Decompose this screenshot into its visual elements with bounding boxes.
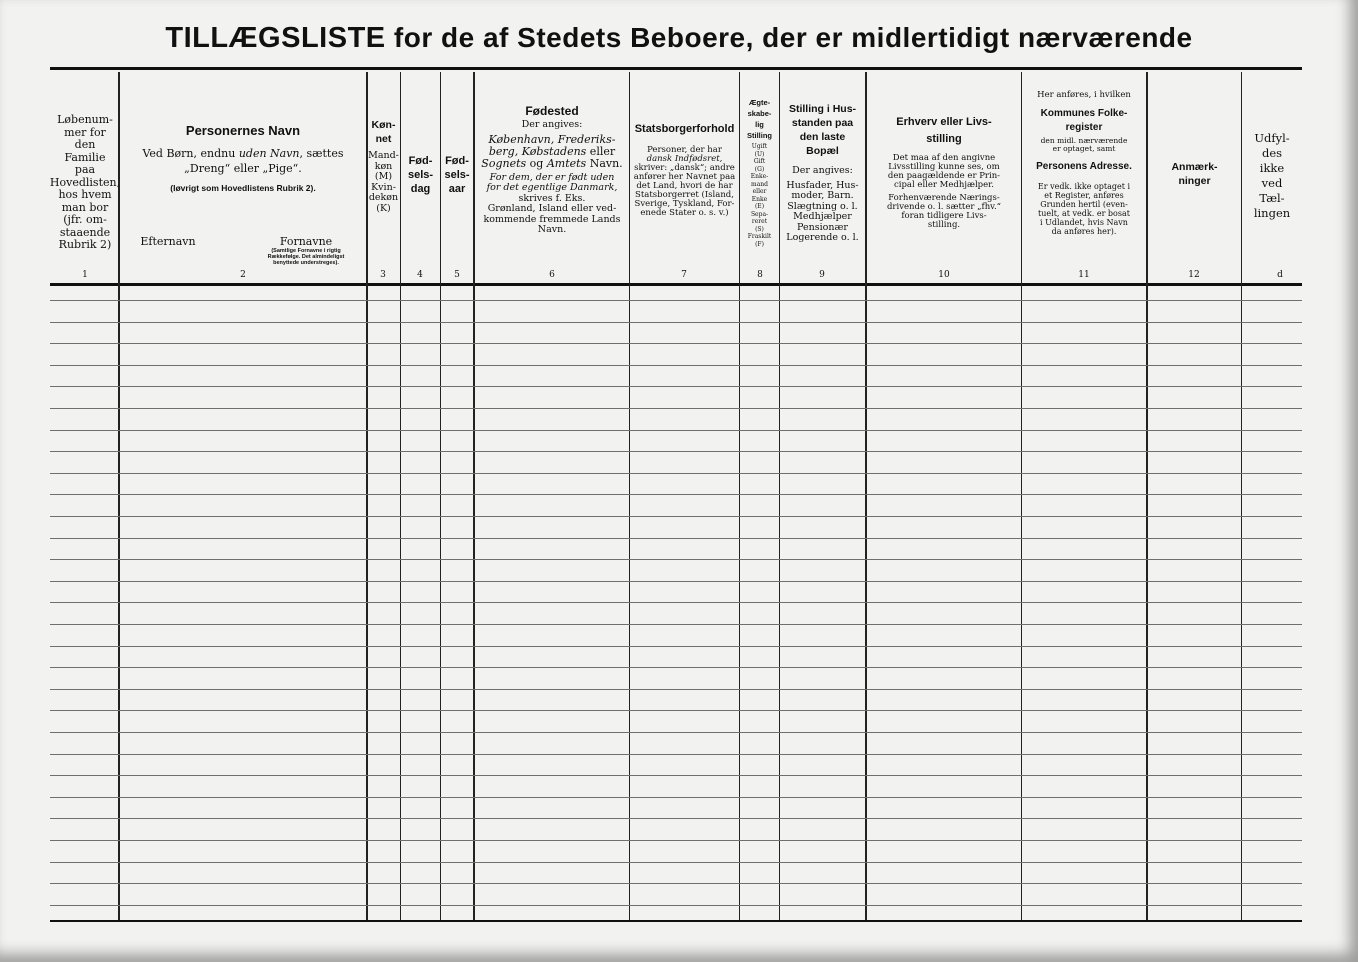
col6-p3: skrives f. Eks. (518, 192, 586, 204)
col10-line: stilling (926, 133, 962, 145)
col4-line: dag (410, 183, 431, 195)
col8-small: (F) (755, 240, 764, 248)
col11-b1: Kommunes Folke- (1040, 107, 1128, 119)
col10-small: stilling. (927, 220, 961, 230)
col5-line: aar (448, 183, 466, 195)
col11-small: tuelt, at vedk. er bosat (1038, 208, 1130, 218)
col3-heading2: net (375, 133, 392, 145)
ruled-row-line (50, 451, 1302, 452)
col7-line: Sverige, Tyskland, For- (634, 199, 735, 209)
col-number-2: 2 (240, 270, 246, 280)
col10-small: drivende o. l. sætter „fhv.“ (886, 202, 1002, 212)
col6-italic1: København, Frederiks- (488, 132, 616, 146)
col5-line: sels- (444, 169, 470, 181)
col12-line: ninger (1178, 175, 1211, 187)
col1-line: mer for den (64, 125, 106, 151)
col6-p5: kommende fremmede Lands (483, 213, 621, 225)
ruled-row-line (50, 732, 1302, 733)
ruled-row-line (50, 818, 1302, 819)
title-main: TILLÆGSLISTE (165, 22, 386, 54)
col3-line: Mand- (368, 150, 399, 161)
col-number-4: 4 (417, 270, 423, 280)
col11-small: Er vedk. ikke optaget i (1037, 181, 1131, 191)
col1-line: hos hvem (58, 188, 112, 201)
col6-italic3: Sognets (481, 156, 527, 170)
col9-line: Bopæl (806, 145, 839, 157)
col2-firstname-note: (Samtlige Fornavne i rigtig Rækkefølge. Det almindeligst benyttede understreges). (267, 248, 345, 266)
col3-line: (K) (376, 202, 391, 214)
col9-line: den laste (799, 131, 846, 143)
col7-line: Personer, der har (647, 145, 722, 155)
bottom-rule (50, 920, 1302, 922)
ruled-row-line (50, 494, 1302, 495)
cold-line: ved (1261, 176, 1283, 190)
ruled-row-line (50, 430, 1302, 431)
ruled-row-line (50, 300, 1302, 301)
ruled-row-line (50, 905, 1302, 906)
col-number-7: 7 (681, 270, 687, 280)
cold-line: des (1261, 146, 1283, 160)
col3-line: dekøn (368, 192, 399, 203)
col8-line: Stilling (747, 131, 772, 140)
col-number-10: 10 (938, 270, 950, 280)
col-number-9: 9 (819, 270, 825, 280)
cold-line: Tæl- (1259, 191, 1285, 205)
col9-small: Slægtning o. l. (787, 200, 858, 212)
col10-small: cipal eller Medhjælper. (894, 180, 994, 190)
col-number-3: 3 (380, 270, 386, 280)
col10-line: Erhverv eller Livs- (896, 116, 992, 128)
header-col-2 (122, 124, 364, 194)
title-rest: for de af Stedets Beboere, der er midlertidigt nærværende (385, 22, 1193, 53)
col10-small: Det maa af den angivne (892, 153, 996, 163)
header-col-1 (49, 113, 121, 252)
col8-small: (S) (755, 225, 764, 233)
col-number-1: 1 (82, 270, 88, 280)
col8-small: Sepa- (750, 210, 769, 218)
col5-line: Fød- (445, 155, 469, 167)
ruled-row-line (50, 689, 1302, 690)
col1-line: Rubrik 2) (58, 238, 112, 251)
col8-small: Enke (751, 195, 768, 203)
col3-heading1: Køn- (371, 119, 396, 131)
col6-line3 (481, 158, 622, 170)
col6-italic2: berg, Købstadens (488, 144, 587, 158)
col9-small: Husfader, Hus- (786, 179, 859, 191)
col-number-5: 5 (454, 270, 460, 280)
col4-line: sels- (407, 169, 434, 181)
col9-sub: Der angives: (792, 165, 853, 176)
header-col-10 (867, 114, 1021, 230)
col-divider (118, 72, 120, 920)
col-number-11: 11 (1078, 270, 1090, 280)
cold-line: Udfyl- (1254, 131, 1290, 145)
col-number-12: 12 (1188, 270, 1200, 280)
col4-line: Fød- (408, 155, 433, 167)
col1-line: (jfr. om- (63, 213, 107, 226)
ruled-row-line (50, 322, 1302, 323)
col3-line: (M) (374, 171, 393, 182)
col9-small: Pensionær (797, 221, 848, 233)
col2-line1a: Ved Børn, endnu (142, 147, 239, 160)
ruled-row-line (50, 408, 1302, 409)
header-col-3 (367, 118, 400, 214)
col3-line: Kvin- (371, 181, 396, 193)
header-col-11 (1022, 90, 1146, 236)
ruled-row-line (50, 710, 1302, 711)
ruled-row-line (50, 775, 1302, 776)
col6-p6: Navn. (537, 224, 567, 235)
col6-line3b: og (526, 156, 547, 170)
ruled-row-line (50, 516, 1302, 517)
col11-top: Her anføres, i hvilken (1037, 90, 1131, 100)
col2-line1c: , sættes (299, 147, 344, 160)
col1-line: staaende (59, 225, 111, 239)
col8-small: eller (752, 188, 767, 195)
ruled-row-line (50, 559, 1302, 560)
col10-small: den paagældende er Prin- (887, 171, 1001, 181)
col11-b2: register (1065, 121, 1103, 133)
ruled-row-line (50, 862, 1302, 863)
header-col-8 (740, 97, 779, 248)
col9-line: Stilling i Hus- (788, 103, 857, 115)
col11-s2: er optaget, samt (1052, 144, 1116, 153)
col11-small: Grunden hertil (even- (1040, 199, 1128, 209)
col2-firstname-text: Fornavne (279, 235, 333, 248)
ruled-row-line (50, 365, 1302, 366)
ruled-row-line (50, 667, 1302, 668)
header-col-d (1242, 131, 1302, 221)
col-divider (400, 72, 401, 920)
col6-sub: Der angives: (521, 119, 583, 130)
col2-note: (Iøvrigt som Hovedlistens Rubrik 2). (170, 183, 316, 193)
col8-line: Ægte- (748, 98, 771, 107)
col9-small: Logerende o. l. (786, 232, 859, 243)
page-title (0, 22, 1358, 55)
col10-small: Livsstilling kunne ses, om (888, 162, 1000, 172)
col6-italic4: Amtets (546, 156, 587, 170)
col3-line: køn (374, 160, 393, 172)
col11-small: i Udlandet, hvis Navn (1040, 217, 1128, 227)
col11-small: da anføres her). (1051, 226, 1117, 236)
col8-small: Ugift (751, 143, 768, 150)
col1-line: Familie paa (64, 150, 106, 176)
ruled-row-line (50, 386, 1302, 387)
col2-surname-label (128, 236, 208, 248)
col6-line3d: Navn. (586, 156, 623, 170)
col7-line: Statsborgerret (Island, (635, 190, 734, 200)
col8-small: mand (751, 180, 768, 188)
col8-small: Enke- (750, 173, 769, 180)
header-col-4 (401, 154, 440, 196)
cold-line: lingen (1253, 206, 1291, 220)
col2-line1 (142, 146, 343, 162)
col9-small: Medhjælper (793, 211, 852, 222)
col11-s1: den midl. nærværende (1040, 135, 1128, 145)
ruled-row-line (50, 883, 1302, 884)
col9-small: moder, Barn. (791, 190, 854, 201)
col6-heading: Fødested (525, 104, 579, 118)
col1-line: man bor (61, 200, 109, 214)
header-rule (50, 283, 1302, 286)
col8-small: (E) (754, 203, 765, 210)
col2-firstname-label (246, 236, 366, 266)
ruled-row-line (50, 581, 1302, 582)
header-col-7 (630, 122, 739, 218)
col1-line: Hovedlisten, (49, 175, 121, 189)
ruled-row-line (50, 646, 1302, 647)
col7-line: anfører her Navnet paa (633, 172, 736, 182)
ruled-row-line (50, 840, 1302, 841)
col11-small: et Register, anføres (1044, 190, 1124, 200)
header-col-9 (780, 102, 865, 244)
header-col-6 (475, 104, 629, 236)
col8-small: Gift (753, 158, 766, 165)
col8-small: (G) (754, 165, 765, 173)
ruled-row-line (50, 624, 1302, 625)
ruled-row-line (50, 754, 1302, 755)
cold-line: ikke (1259, 161, 1285, 175)
ruled-row-line (50, 602, 1302, 603)
col10-small: Forhenværende Nærings- (888, 193, 1000, 203)
col6-p2: for det egentlige Danmark, (486, 182, 618, 193)
col8-line: skabe- (747, 109, 772, 118)
col-divider (1146, 72, 1148, 920)
col2-line1b: uden Navn (238, 147, 300, 160)
ruled-row-line (50, 473, 1302, 474)
col12-line: Anmærk- (1171, 161, 1218, 173)
col7-heading: Statsborgerforhold (634, 123, 735, 135)
col1-line: Løbenum- (57, 113, 113, 126)
col2-line2: „Dreng“ eller „Pige“. (184, 162, 302, 175)
col-number-8: 8 (757, 270, 763, 280)
col8-line: lig (755, 120, 764, 129)
col7-line: det Land, hvori de har (636, 181, 733, 191)
col7-line: skriver: „dansk“; andre (634, 163, 735, 173)
col-number-d: d (1277, 270, 1283, 280)
col7-line: dansk Indfødsret, (646, 154, 723, 164)
col-number-6: 6 (549, 270, 555, 280)
ruled-row-line (50, 538, 1302, 539)
col6-p4: Grønland, Island eller ved- (487, 203, 617, 214)
col8-small: reret (751, 218, 768, 225)
col2-heading: Personernes Navn (185, 123, 301, 138)
col6-line2b: eller (586, 144, 616, 158)
col-divider (440, 72, 441, 920)
col8-small: Fraskilt (747, 233, 772, 240)
col2-surname-text: Efternavn (140, 235, 196, 248)
top-rule (50, 67, 1302, 70)
ruled-row-line (50, 797, 1302, 798)
col11-b3: Personens Adresse. (1036, 160, 1132, 172)
header-col-5 (441, 154, 473, 196)
header-col-12 (1148, 160, 1241, 188)
ruled-row-line (50, 343, 1302, 344)
col10-small: foran tidligere Livs- (901, 211, 987, 221)
col9-line: standen paa (791, 117, 854, 129)
col7-line: enede Stater o. s. v.) (640, 208, 729, 218)
col6-p1: For dem, der er født uden (489, 171, 615, 183)
col8-small: (U) (754, 150, 765, 158)
